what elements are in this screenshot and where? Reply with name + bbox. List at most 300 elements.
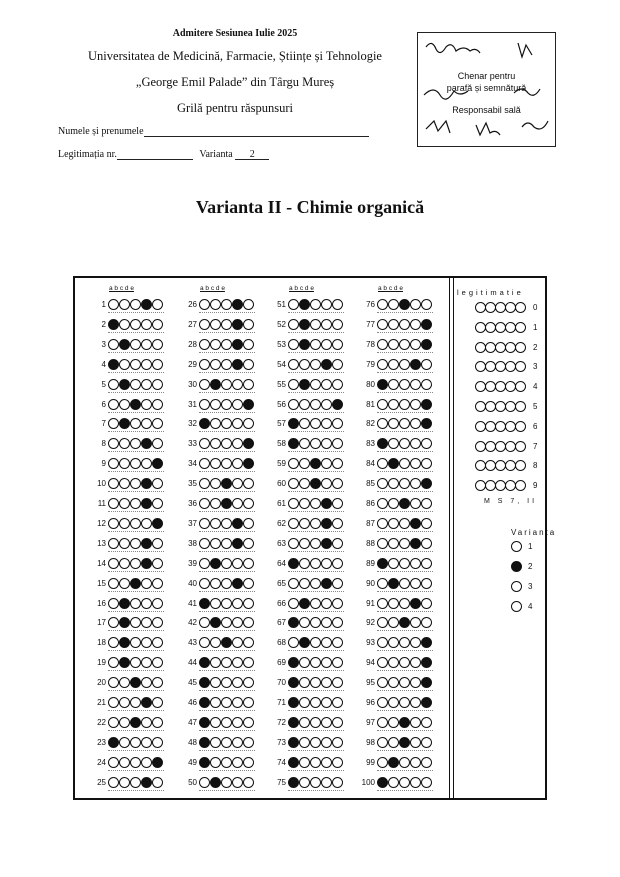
answer-bubble-d[interactable] <box>410 697 421 708</box>
answer-bubble-b[interactable] <box>119 558 130 569</box>
answer-bubble-c[interactable] <box>221 339 232 350</box>
answer-bubble-e[interactable] <box>332 478 343 489</box>
answer-bubble-c[interactable] <box>221 478 232 489</box>
answer-bubble-d[interactable] <box>141 717 152 728</box>
answer-bubble-e[interactable] <box>332 538 343 549</box>
answer-bubble-c[interactable] <box>221 637 232 648</box>
answer-bubble-c[interactable] <box>310 657 321 668</box>
answer-bubble-c[interactable] <box>130 379 141 390</box>
answer-bubble-d[interactable] <box>141 598 152 609</box>
answer-bubble-e[interactable] <box>243 478 254 489</box>
answer-bubble-a[interactable] <box>288 558 299 569</box>
answer-bubble-c[interactable] <box>399 737 410 748</box>
answer-bubble-b[interactable] <box>210 438 221 449</box>
answer-bubble-d[interactable] <box>232 418 243 429</box>
answer-bubble-e[interactable] <box>332 677 343 688</box>
answer-bubble-c[interactable] <box>399 518 410 529</box>
answer-bubble-a[interactable] <box>288 399 299 410</box>
answer-bubble-e[interactable] <box>243 458 254 469</box>
answer-bubble-d[interactable] <box>141 418 152 429</box>
answer-bubble-c[interactable] <box>221 458 232 469</box>
answer-bubble-c[interactable] <box>130 339 141 350</box>
answer-bubble-a[interactable] <box>288 538 299 549</box>
answer-bubble-d[interactable] <box>141 518 152 529</box>
answer-bubble-e[interactable] <box>243 777 254 788</box>
answer-bubble-a[interactable] <box>377 538 388 549</box>
answer-bubble-b[interactable] <box>299 777 310 788</box>
answer-bubble-a[interactable] <box>108 399 119 410</box>
answer-bubble-b[interactable] <box>119 399 130 410</box>
answer-bubble-c[interactable] <box>221 379 232 390</box>
answer-bubble-d[interactable] <box>321 418 332 429</box>
answer-bubble-c[interactable] <box>221 598 232 609</box>
answer-bubble-e[interactable] <box>152 538 163 549</box>
answer-bubble-c[interactable] <box>221 717 232 728</box>
answer-bubble-e[interactable] <box>332 399 343 410</box>
answer-bubble-c[interactable] <box>221 319 232 330</box>
answer-bubble-d[interactable] <box>321 598 332 609</box>
answer-bubble-b[interactable] <box>210 518 221 529</box>
varianta-bubble-3[interactable] <box>511 581 522 592</box>
answer-bubble-a[interactable] <box>108 319 119 330</box>
answer-bubble-e[interactable] <box>152 717 163 728</box>
answer-bubble-d[interactable] <box>232 697 243 708</box>
answer-bubble-c[interactable] <box>310 359 321 370</box>
answer-bubble-a[interactable] <box>199 478 210 489</box>
answer-bubble-b[interactable] <box>210 578 221 589</box>
answer-bubble-b[interactable] <box>299 677 310 688</box>
answer-bubble-d[interactable] <box>410 657 421 668</box>
answer-bubble-d[interactable] <box>410 538 421 549</box>
answer-bubble-a[interactable] <box>288 379 299 390</box>
answer-bubble-c[interactable] <box>130 777 141 788</box>
legit-bubble[interactable] <box>515 322 526 333</box>
answer-bubble-e[interactable] <box>421 418 432 429</box>
answer-bubble-c[interactable] <box>221 697 232 708</box>
answer-bubble-d[interactable] <box>410 518 421 529</box>
answer-bubble-c[interactable] <box>221 677 232 688</box>
answer-bubble-c[interactable] <box>130 438 141 449</box>
answer-bubble-b[interactable] <box>299 339 310 350</box>
answer-bubble-d[interactable] <box>232 757 243 768</box>
answer-bubble-c[interactable] <box>310 478 321 489</box>
answer-bubble-a[interactable] <box>377 578 388 589</box>
legit-bubble[interactable] <box>515 480 526 491</box>
answer-bubble-b[interactable] <box>119 379 130 390</box>
answer-bubble-a[interactable] <box>377 299 388 310</box>
answer-bubble-b[interactable] <box>299 438 310 449</box>
answer-bubble-b[interactable] <box>119 359 130 370</box>
answer-bubble-c[interactable] <box>221 538 232 549</box>
answer-bubble-b[interactable] <box>210 379 221 390</box>
answer-bubble-e[interactable] <box>421 777 432 788</box>
answer-bubble-e[interactable] <box>243 379 254 390</box>
answer-bubble-e[interactable] <box>152 299 163 310</box>
answer-bubble-d[interactable] <box>232 458 243 469</box>
answer-bubble-a[interactable] <box>288 498 299 509</box>
answer-bubble-a[interactable] <box>377 757 388 768</box>
answer-bubble-b[interactable] <box>388 697 399 708</box>
answer-bubble-d[interactable] <box>141 637 152 648</box>
answer-bubble-d[interactable] <box>141 777 152 788</box>
answer-bubble-d[interactable] <box>321 737 332 748</box>
answer-bubble-e[interactable] <box>243 399 254 410</box>
answer-bubble-a[interactable] <box>377 379 388 390</box>
answer-bubble-d[interactable] <box>410 319 421 330</box>
answer-bubble-b[interactable] <box>299 359 310 370</box>
answer-bubble-d[interactable] <box>141 757 152 768</box>
legit-bubble[interactable] <box>515 381 526 392</box>
answer-bubble-e[interactable] <box>152 438 163 449</box>
varianta-bubble-1[interactable] <box>511 541 522 552</box>
answer-bubble-c[interactable] <box>399 379 410 390</box>
answer-bubble-a[interactable] <box>108 379 119 390</box>
answer-bubble-d[interactable] <box>410 578 421 589</box>
answer-bubble-c[interactable] <box>310 598 321 609</box>
answer-bubble-b[interactable] <box>388 578 399 589</box>
answer-bubble-c[interactable] <box>310 637 321 648</box>
answer-bubble-a[interactable] <box>199 677 210 688</box>
answer-bubble-c[interactable] <box>310 757 321 768</box>
answer-bubble-c[interactable] <box>310 299 321 310</box>
answer-bubble-a[interactable] <box>377 717 388 728</box>
answer-bubble-d[interactable] <box>321 717 332 728</box>
answer-bubble-e[interactable] <box>152 777 163 788</box>
answer-bubble-e[interactable] <box>243 339 254 350</box>
answer-bubble-a[interactable] <box>377 478 388 489</box>
answer-bubble-c[interactable] <box>399 359 410 370</box>
answer-bubble-c[interactable] <box>310 319 321 330</box>
answer-bubble-b[interactable] <box>299 478 310 489</box>
answer-bubble-d[interactable] <box>232 359 243 370</box>
answer-bubble-a[interactable] <box>108 757 119 768</box>
answer-bubble-c[interactable] <box>310 538 321 549</box>
answer-bubble-a[interactable] <box>377 777 388 788</box>
answer-bubble-c[interactable] <box>399 637 410 648</box>
answer-bubble-d[interactable] <box>232 617 243 628</box>
answer-bubble-e[interactable] <box>421 478 432 489</box>
answer-bubble-e[interactable] <box>243 418 254 429</box>
answer-bubble-e[interactable] <box>421 319 432 330</box>
answer-bubble-c[interactable] <box>221 558 232 569</box>
answer-bubble-e[interactable] <box>421 518 432 529</box>
answer-bubble-e[interactable] <box>243 299 254 310</box>
answer-bubble-b[interactable] <box>119 458 130 469</box>
answer-bubble-a[interactable] <box>288 319 299 330</box>
answer-bubble-a[interactable] <box>377 339 388 350</box>
answer-bubble-a[interactable] <box>377 657 388 668</box>
answer-bubble-d[interactable] <box>141 359 152 370</box>
answer-bubble-b[interactable] <box>388 458 399 469</box>
answer-bubble-c[interactable] <box>399 299 410 310</box>
answer-bubble-c[interactable] <box>310 418 321 429</box>
answer-bubble-d[interactable] <box>321 458 332 469</box>
answer-bubble-d[interactable] <box>321 299 332 310</box>
answer-bubble-e[interactable] <box>243 598 254 609</box>
answer-bubble-c[interactable] <box>399 717 410 728</box>
answer-bubble-b[interactable] <box>388 498 399 509</box>
answer-bubble-c[interactable] <box>130 538 141 549</box>
answer-bubble-c[interactable] <box>399 598 410 609</box>
answer-bubble-c[interactable] <box>221 399 232 410</box>
answer-bubble-a[interactable] <box>288 438 299 449</box>
answer-bubble-b[interactable] <box>210 458 221 469</box>
answer-bubble-a[interactable] <box>108 598 119 609</box>
answer-bubble-a[interactable] <box>288 339 299 350</box>
answer-bubble-c[interactable] <box>130 617 141 628</box>
answer-bubble-b[interactable] <box>119 319 130 330</box>
answer-bubble-c[interactable] <box>130 319 141 330</box>
answer-bubble-d[interactable] <box>232 558 243 569</box>
answer-bubble-b[interactable] <box>210 617 221 628</box>
answer-bubble-a[interactable] <box>377 359 388 370</box>
answer-bubble-a[interactable] <box>377 458 388 469</box>
answer-bubble-a[interactable] <box>377 677 388 688</box>
answer-bubble-c[interactable] <box>399 677 410 688</box>
answer-bubble-e[interactable] <box>332 438 343 449</box>
answer-bubble-b[interactable] <box>299 578 310 589</box>
answer-bubble-a[interactable] <box>108 637 119 648</box>
answer-bubble-d[interactable] <box>410 617 421 628</box>
legit-bubble[interactable] <box>515 302 526 313</box>
answer-bubble-a[interactable] <box>288 777 299 788</box>
answer-bubble-d[interactable] <box>232 657 243 668</box>
answer-bubble-b[interactable] <box>210 418 221 429</box>
answer-bubble-e[interactable] <box>332 697 343 708</box>
answer-bubble-e[interactable] <box>243 438 254 449</box>
answer-bubble-a[interactable] <box>108 299 119 310</box>
legit-bubble[interactable] <box>515 361 526 372</box>
answer-bubble-d[interactable] <box>232 578 243 589</box>
answer-bubble-a[interactable] <box>108 777 119 788</box>
answer-bubble-b[interactable] <box>299 458 310 469</box>
answer-bubble-d[interactable] <box>232 677 243 688</box>
legit-field[interactable] <box>58 149 269 160</box>
answer-bubble-c[interactable] <box>399 498 410 509</box>
answer-bubble-a[interactable] <box>288 598 299 609</box>
answer-bubble-d[interactable] <box>321 677 332 688</box>
answer-bubble-d[interactable] <box>321 657 332 668</box>
answer-bubble-c[interactable] <box>221 657 232 668</box>
answer-bubble-a[interactable] <box>108 737 119 748</box>
answer-bubble-a[interactable] <box>199 737 210 748</box>
answer-bubble-e[interactable] <box>332 319 343 330</box>
answer-bubble-b[interactable] <box>119 677 130 688</box>
answer-bubble-b[interactable] <box>388 379 399 390</box>
answer-bubble-a[interactable] <box>199 697 210 708</box>
answer-bubble-e[interactable] <box>152 478 163 489</box>
legit-bubble[interactable] <box>515 421 526 432</box>
answer-bubble-d[interactable] <box>321 319 332 330</box>
answer-bubble-c[interactable] <box>399 617 410 628</box>
answer-bubble-b[interactable] <box>299 299 310 310</box>
answer-bubble-a[interactable] <box>199 558 210 569</box>
answer-bubble-b[interactable] <box>210 697 221 708</box>
answer-bubble-a[interactable] <box>199 637 210 648</box>
answer-bubble-e[interactable] <box>421 697 432 708</box>
answer-bubble-e[interactable] <box>243 538 254 549</box>
answer-bubble-d[interactable] <box>232 339 243 350</box>
answer-bubble-c[interactable] <box>399 399 410 410</box>
answer-bubble-b[interactable] <box>388 737 399 748</box>
answer-bubble-e[interactable] <box>243 657 254 668</box>
varianta-bubble-4[interactable] <box>511 601 522 612</box>
answer-bubble-e[interactable] <box>152 498 163 509</box>
answer-bubble-b[interactable] <box>210 637 221 648</box>
answer-bubble-c[interactable] <box>310 339 321 350</box>
answer-bubble-b[interactable] <box>388 538 399 549</box>
answer-bubble-d[interactable] <box>232 598 243 609</box>
answer-bubble-b[interactable] <box>210 777 221 788</box>
answer-bubble-d[interactable] <box>321 757 332 768</box>
answer-bubble-b[interactable] <box>388 617 399 628</box>
answer-bubble-c[interactable] <box>399 319 410 330</box>
answer-bubble-c[interactable] <box>399 478 410 489</box>
answer-bubble-e[interactable] <box>152 617 163 628</box>
answer-bubble-c[interactable] <box>130 578 141 589</box>
answer-bubble-b[interactable] <box>299 379 310 390</box>
answer-bubble-c[interactable] <box>221 299 232 310</box>
answer-bubble-a[interactable] <box>288 578 299 589</box>
answer-bubble-b[interactable] <box>119 498 130 509</box>
answer-bubble-b[interactable] <box>299 498 310 509</box>
answer-bubble-c[interactable] <box>221 418 232 429</box>
answer-bubble-d[interactable] <box>410 399 421 410</box>
answer-bubble-a[interactable] <box>288 697 299 708</box>
answer-bubble-e[interactable] <box>243 757 254 768</box>
answer-bubble-c[interactable] <box>130 677 141 688</box>
answer-bubble-c[interactable] <box>130 717 141 728</box>
answer-bubble-a[interactable] <box>108 697 119 708</box>
answer-bubble-b[interactable] <box>119 697 130 708</box>
answer-bubble-d[interactable] <box>321 637 332 648</box>
answer-bubble-a[interactable] <box>288 518 299 529</box>
answer-bubble-e[interactable] <box>243 359 254 370</box>
answer-bubble-e[interactable] <box>332 617 343 628</box>
answer-bubble-e[interactable] <box>332 777 343 788</box>
answer-bubble-b[interactable] <box>119 737 130 748</box>
answer-bubble-e[interactable] <box>243 717 254 728</box>
answer-bubble-c[interactable] <box>130 458 141 469</box>
answer-bubble-d[interactable] <box>321 379 332 390</box>
answer-bubble-e[interactable] <box>152 359 163 370</box>
varianta-bubble-2[interactable] <box>511 561 522 572</box>
answer-bubble-a[interactable] <box>377 598 388 609</box>
answer-bubble-a[interactable] <box>199 418 210 429</box>
answer-bubble-d[interactable] <box>141 438 152 449</box>
answer-bubble-c[interactable] <box>310 697 321 708</box>
answer-bubble-d[interactable] <box>232 637 243 648</box>
answer-bubble-c[interactable] <box>399 578 410 589</box>
answer-bubble-a[interactable] <box>288 757 299 768</box>
answer-bubble-e[interactable] <box>421 538 432 549</box>
answer-bubble-d[interactable] <box>232 478 243 489</box>
answer-bubble-d[interactable] <box>410 737 421 748</box>
answer-bubble-b[interactable] <box>388 717 399 728</box>
answer-bubble-c[interactable] <box>130 598 141 609</box>
answer-bubble-e[interactable] <box>421 598 432 609</box>
answer-bubble-e[interactable] <box>332 637 343 648</box>
answer-bubble-d[interactable] <box>141 578 152 589</box>
answer-bubble-d[interactable] <box>321 558 332 569</box>
answer-bubble-e[interactable] <box>332 379 343 390</box>
answer-bubble-d[interactable] <box>410 359 421 370</box>
answer-bubble-b[interactable] <box>210 737 221 748</box>
answer-bubble-e[interactable] <box>421 578 432 589</box>
answer-bubble-b[interactable] <box>119 518 130 529</box>
answer-bubble-b[interactable] <box>119 418 130 429</box>
answer-bubble-c[interactable] <box>130 518 141 529</box>
answer-bubble-e[interactable] <box>152 737 163 748</box>
answer-bubble-d[interactable] <box>410 717 421 728</box>
answer-bubble-e[interactable] <box>243 677 254 688</box>
answer-bubble-e[interactable] <box>332 498 343 509</box>
answer-bubble-a[interactable] <box>199 399 210 410</box>
answer-bubble-b[interactable] <box>210 478 221 489</box>
answer-bubble-a[interactable] <box>377 558 388 569</box>
answer-bubble-e[interactable] <box>243 319 254 330</box>
answer-bubble-b[interactable] <box>388 558 399 569</box>
answer-bubble-c[interactable] <box>130 498 141 509</box>
answer-bubble-d[interactable] <box>410 777 421 788</box>
answer-bubble-b[interactable] <box>119 757 130 768</box>
answer-bubble-e[interactable] <box>152 518 163 529</box>
answer-bubble-c[interactable] <box>399 558 410 569</box>
answer-bubble-b[interactable] <box>210 359 221 370</box>
answer-bubble-d[interactable] <box>141 677 152 688</box>
answer-bubble-e[interactable] <box>421 677 432 688</box>
answer-bubble-a[interactable] <box>377 697 388 708</box>
answer-bubble-c[interactable] <box>310 717 321 728</box>
answer-bubble-e[interactable] <box>332 458 343 469</box>
answer-bubble-d[interactable] <box>141 478 152 489</box>
answer-bubble-e[interactable] <box>332 717 343 728</box>
answer-bubble-a[interactable] <box>199 717 210 728</box>
answer-bubble-c[interactable] <box>399 697 410 708</box>
answer-bubble-b[interactable] <box>388 677 399 688</box>
answer-bubble-a[interactable] <box>108 677 119 688</box>
answer-bubble-a[interactable] <box>377 418 388 429</box>
answer-bubble-d[interactable] <box>232 319 243 330</box>
answer-bubble-c[interactable] <box>221 498 232 509</box>
answer-bubble-a[interactable] <box>108 717 119 728</box>
answer-bubble-e[interactable] <box>332 418 343 429</box>
answer-bubble-c[interactable] <box>310 777 321 788</box>
answer-bubble-e[interactable] <box>421 558 432 569</box>
answer-bubble-b[interactable] <box>210 677 221 688</box>
legit-line[interactable] <box>117 149 193 160</box>
answer-bubble-b[interactable] <box>210 319 221 330</box>
answer-bubble-d[interactable] <box>141 657 152 668</box>
answer-bubble-c[interactable] <box>310 458 321 469</box>
answer-bubble-d[interactable] <box>232 717 243 728</box>
answer-bubble-e[interactable] <box>332 578 343 589</box>
answer-bubble-b[interactable] <box>119 717 130 728</box>
answer-bubble-a[interactable] <box>288 617 299 628</box>
answer-bubble-a[interactable] <box>288 418 299 429</box>
answer-bubble-d[interactable] <box>232 777 243 788</box>
answer-bubble-d[interactable] <box>232 538 243 549</box>
answer-bubble-b[interactable] <box>119 438 130 449</box>
answer-bubble-a[interactable] <box>288 359 299 370</box>
answer-bubble-d[interactable] <box>321 438 332 449</box>
answer-bubble-a[interactable] <box>108 339 119 350</box>
answer-bubble-b[interactable] <box>388 299 399 310</box>
answer-bubble-c[interactable] <box>221 518 232 529</box>
answer-bubble-b[interactable] <box>299 518 310 529</box>
answer-bubble-a[interactable] <box>199 339 210 350</box>
answer-bubble-b[interactable] <box>299 538 310 549</box>
